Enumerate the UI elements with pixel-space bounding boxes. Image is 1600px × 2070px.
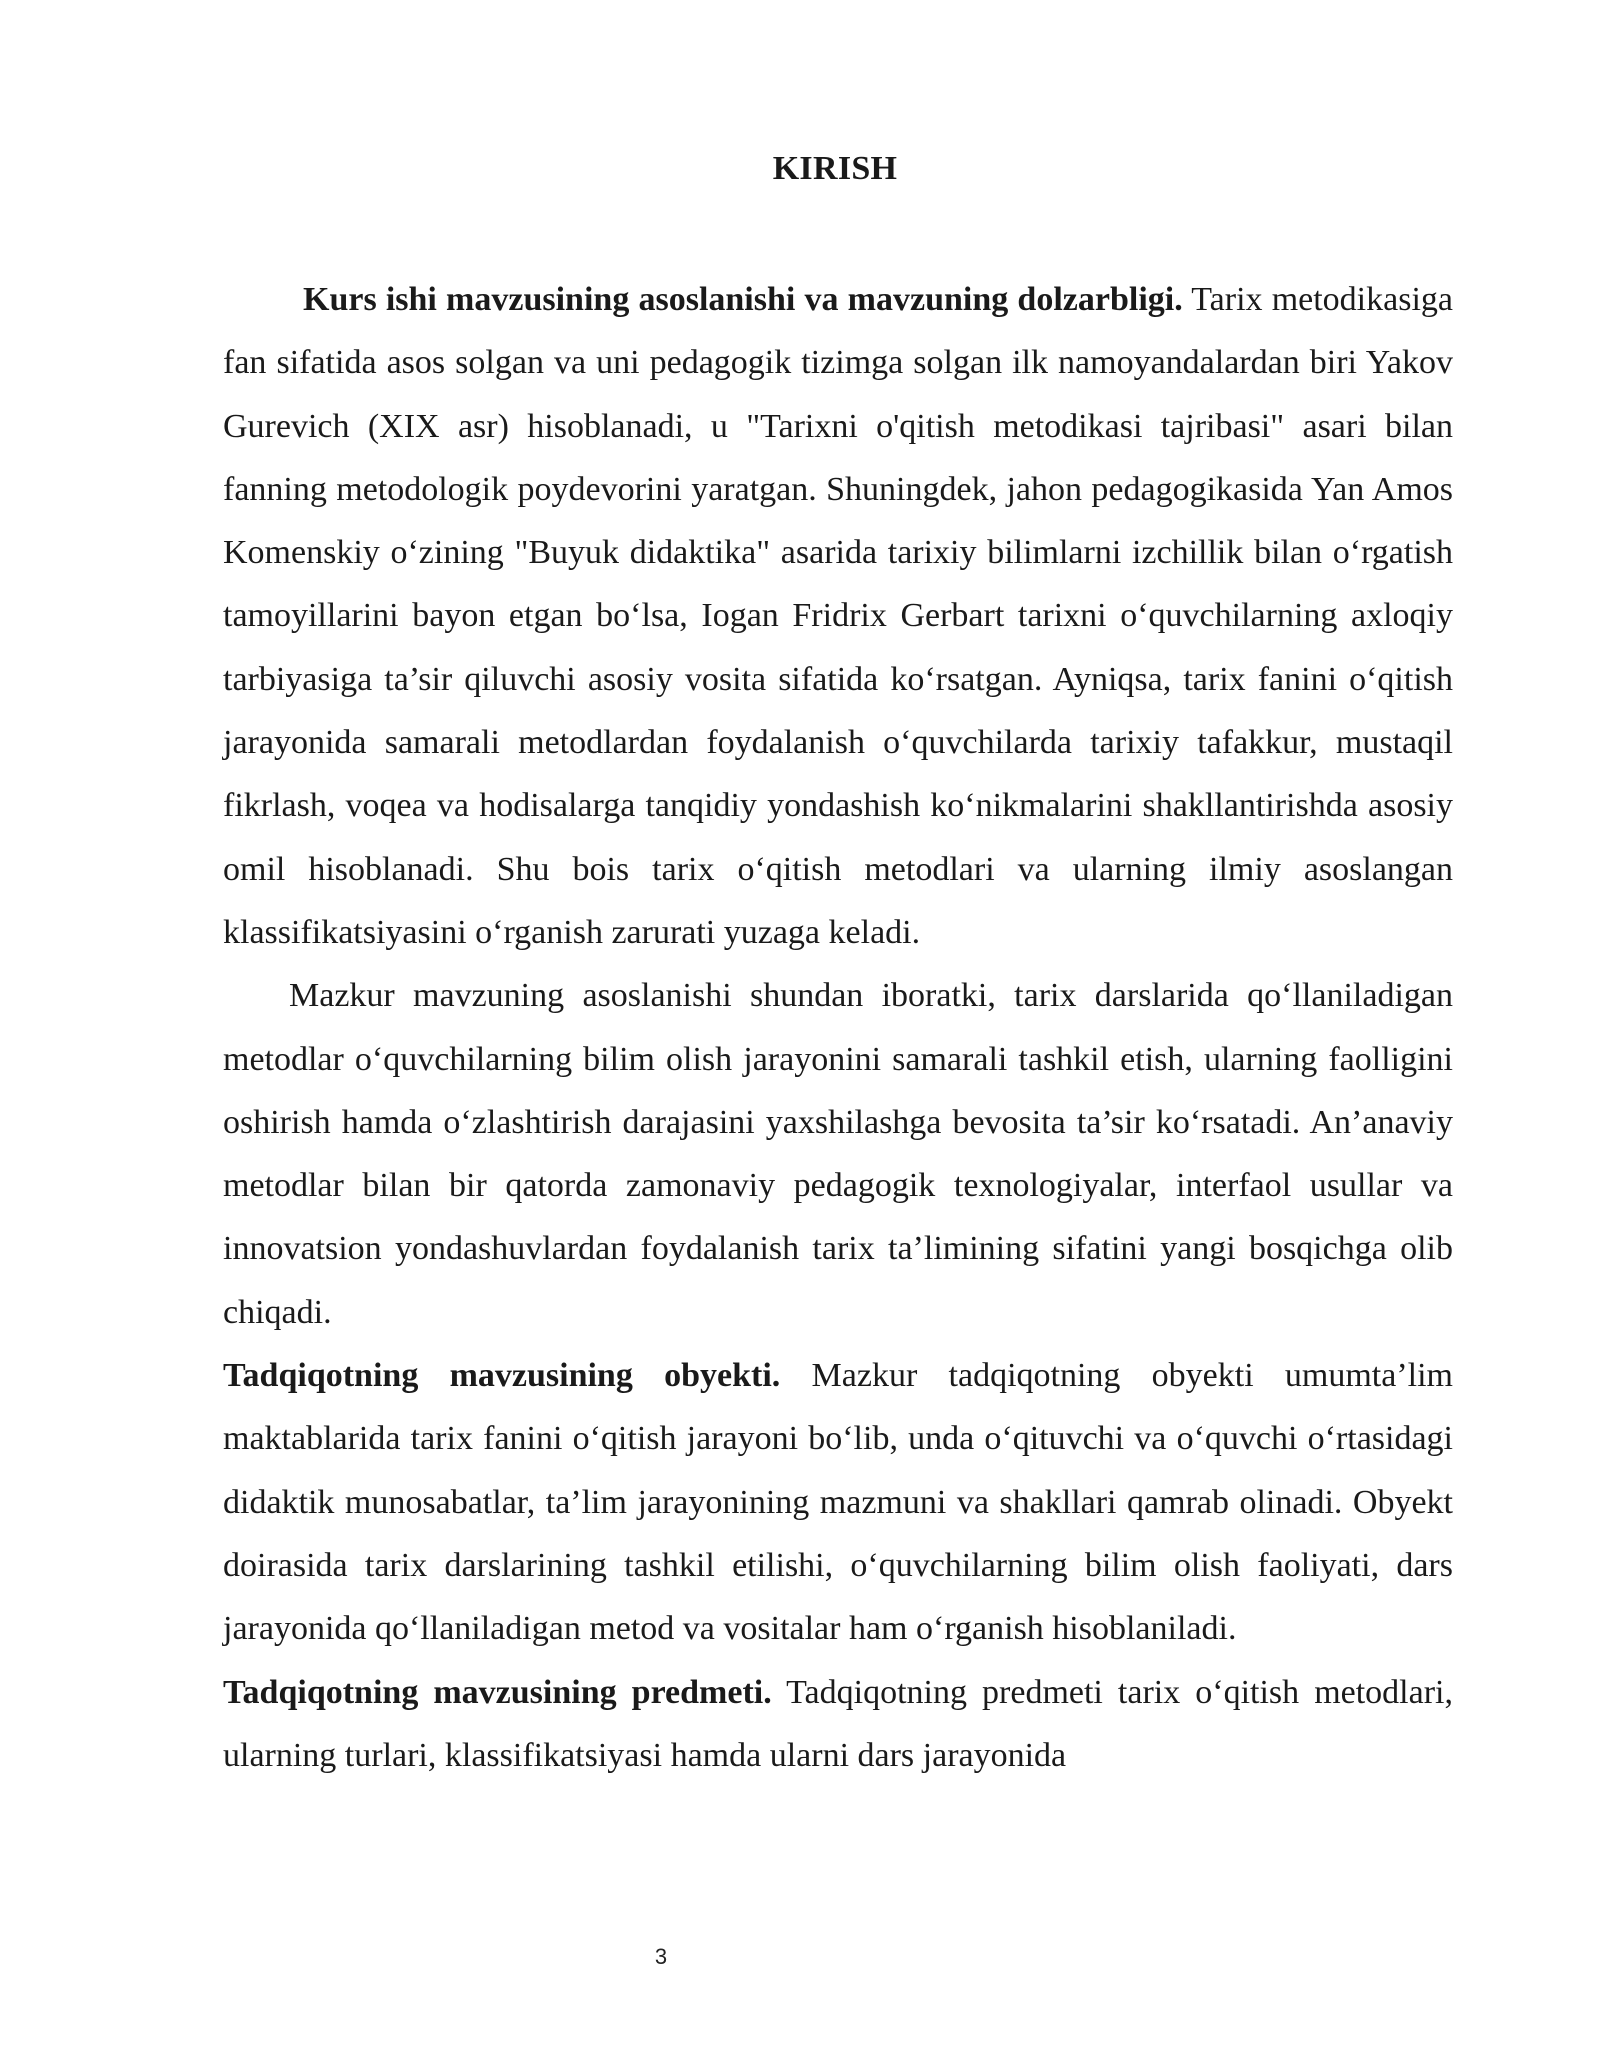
- page-title: KIRISH: [772, 150, 898, 187]
- paragraph-justification: [223, 964, 1453, 1344]
- paragraph-lead-subject: Tadqiqotning mavzusining predmeti.: [223, 1673, 772, 1711]
- paragraph-text-justification: Mazkur mavzuning asoslanishi shundan iboratki, tarix darslarida qo‘llaniladigan metodlar o‘quvchilarning bilim olish jarayonini samarali tashkil etish, ularning faolligini oshirish hamda o‘zlashtirish darajasini yaxshilashga bevosita ta’sir ko‘rsatadi. An’anaviy metodlar bilan bir qatorda zamonaviy pedagogik texnologiyalar, interfaol usullar va innovatsion yondashuvlardan foydalanish tarix ta’limining sifatini yangi bosqichga olib chiqadi.: [223, 977, 1453, 1331]
- paragraph-relevance: [223, 268, 1453, 964]
- page-number: 3: [654, 1944, 668, 1969]
- paragraph-lead-object: Tadqiqotning mavzusining obyekti.: [223, 1357, 781, 1395]
- paragraph-text-subject: Tadqiqotning predmeti tarix o‘qitish metodlari, ularning turlari, klassifikatsiyasi hamda ularni dars jarayonida: [223, 1673, 1453, 1774]
- document-body: [223, 268, 1453, 1787]
- paragraph-text-object: Mazkur tadqiqotning obyekti umumta’lim maktablarida tarix fanini o‘qitish jarayoni bo‘lib, unda o‘qituvchi va o‘quvchi o‘rtasidagi didaktik munosabatlar, ta’lim jarayonining mazmuni va shakllari qamrab olinadi. Obyekt doirasida tarix darslarining tashkil etilishi, o‘quvchilarning bilim olish faoliyati, dars jarayonida qo‘llaniladigan metod va vositalar ham o‘rganish hisoblaniladi.: [223, 1357, 1453, 1648]
- paragraph-subject: [223, 1661, 1453, 1788]
- paragraph-object: [223, 1344, 1453, 1660]
- paragraph-text-relevance: Tarix metodikasiga fan sifatida asos solgan va uni pedagogik tizimga solgan ilk namoyandalardan biri Yakov Gurevich (XIX asr) hisoblanadi, u "Tarixni o'qitish metodikasi tajribasi" asari bilan fanning metodologik poydevorini yaratgan. Shuningdek, jahon pedagogikasida Yan Amos Komenskiy o‘zining "Buyuk didaktika" asarida tarixiy bilimlarni izchillik bilan o‘rgatish tamoyillarini bayon etgan bo‘lsa, Iogan Fridrix Gerbart tarixni o‘quvchilarning axloqiy tarbiyasiga ta’sir qiluvchi asosiy vosita sifatida ko‘rsatgan. Ayniqsa, tarix fanini o‘qitish jarayonida samarali metodlardan foydalanish o‘quvchilarda tarixiy tafakkur, mustaqil fikrlash, voqea va hodisalarga tanqidiy yondashish ko‘nikmalarini shakllantirishda asosiy omil hisoblanadi. Shu bois tarix o‘qitish metodlari va ularning ilmiy asoslangan klassifikatsiyasini o‘rganish zarurati yuzaga keladi.: [223, 281, 1453, 951]
- paragraph-lead-relevance: Kurs ishi mavzusining asoslanishi va mavzuning dolzarbligi.: [303, 281, 1183, 318]
